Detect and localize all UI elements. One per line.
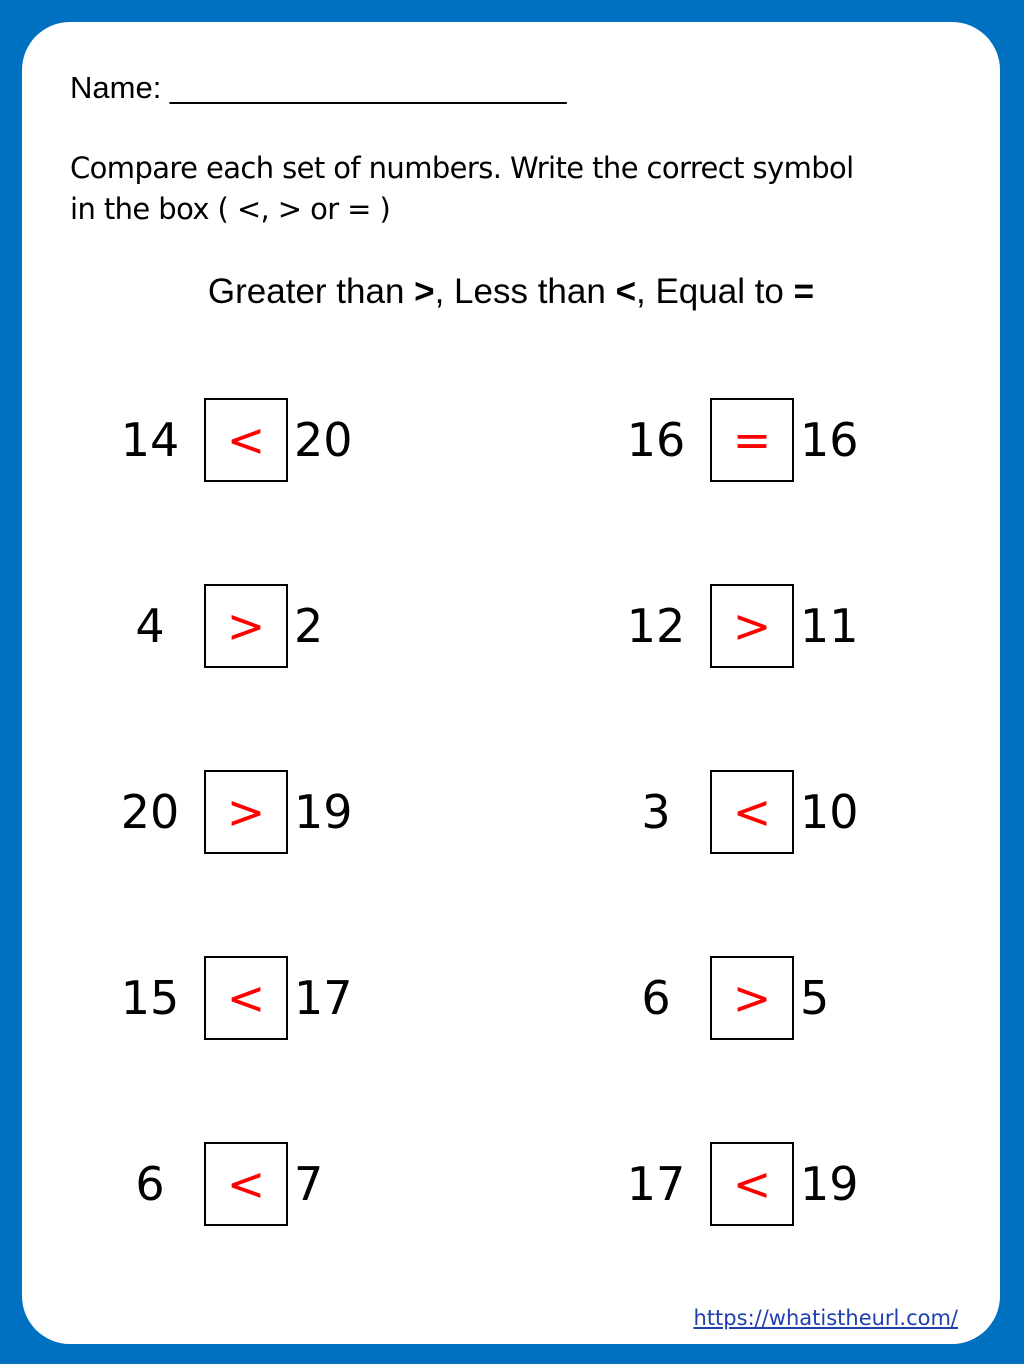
answer-box[interactable]: > <box>204 770 288 854</box>
legend-less-symbol: < <box>615 272 637 311</box>
left-number: 12 <box>626 599 686 653</box>
answer-box[interactable]: = <box>710 398 794 482</box>
right-number: 17 <box>294 971 353 1025</box>
instruction-line-1: Compare each set of numbers. Write the correct symbol <box>70 151 854 185</box>
right-number: 5 <box>800 971 830 1025</box>
left-number: 17 <box>626 1157 686 1211</box>
legend-equal-text: , Equal to <box>636 272 794 311</box>
left-number: 20 <box>120 785 180 839</box>
answer-box[interactable]: > <box>710 584 794 668</box>
right-number: 7 <box>294 1157 324 1211</box>
legend-greater-symbol: > <box>414 272 435 311</box>
right-number: 11 <box>800 599 859 653</box>
answer-box[interactable]: < <box>204 956 288 1040</box>
answer-box[interactable]: < <box>710 770 794 854</box>
answer-box[interactable]: < <box>204 398 288 482</box>
right-number: 16 <box>800 413 859 467</box>
left-number: 6 <box>641 971 671 1025</box>
right-number: 19 <box>800 1157 859 1211</box>
worksheet-page <box>22 22 1000 1344</box>
left-number: 6 <box>135 1157 165 1211</box>
right-number: 20 <box>294 413 353 467</box>
answer-box[interactable]: > <box>204 584 288 668</box>
left-number: 4 <box>135 599 165 653</box>
name-field-label: Name: _______________________ <box>70 70 567 105</box>
instructions <box>70 148 950 230</box>
legend-equal-symbol: = <box>793 272 815 311</box>
answer-box[interactable]: > <box>710 956 794 1040</box>
legend-less-text: , Less than <box>434 272 616 311</box>
instruction-line-2: in the box ( <, > or = ) <box>70 192 391 226</box>
legend-greater-text: Greater than <box>207 272 415 311</box>
left-number: 15 <box>120 971 180 1025</box>
symbol-legend <box>22 272 1000 312</box>
right-number: 2 <box>294 599 324 653</box>
answer-box[interactable]: < <box>204 1142 288 1226</box>
answer-box[interactable]: < <box>710 1142 794 1226</box>
source-url-link[interactable]: https://whatistheurl.com/ <box>693 1306 958 1330</box>
left-number: 3 <box>641 785 671 839</box>
right-number: 10 <box>800 785 859 839</box>
left-number: 14 <box>120 413 180 467</box>
left-number: 16 <box>626 413 686 467</box>
right-number: 19 <box>294 785 353 839</box>
